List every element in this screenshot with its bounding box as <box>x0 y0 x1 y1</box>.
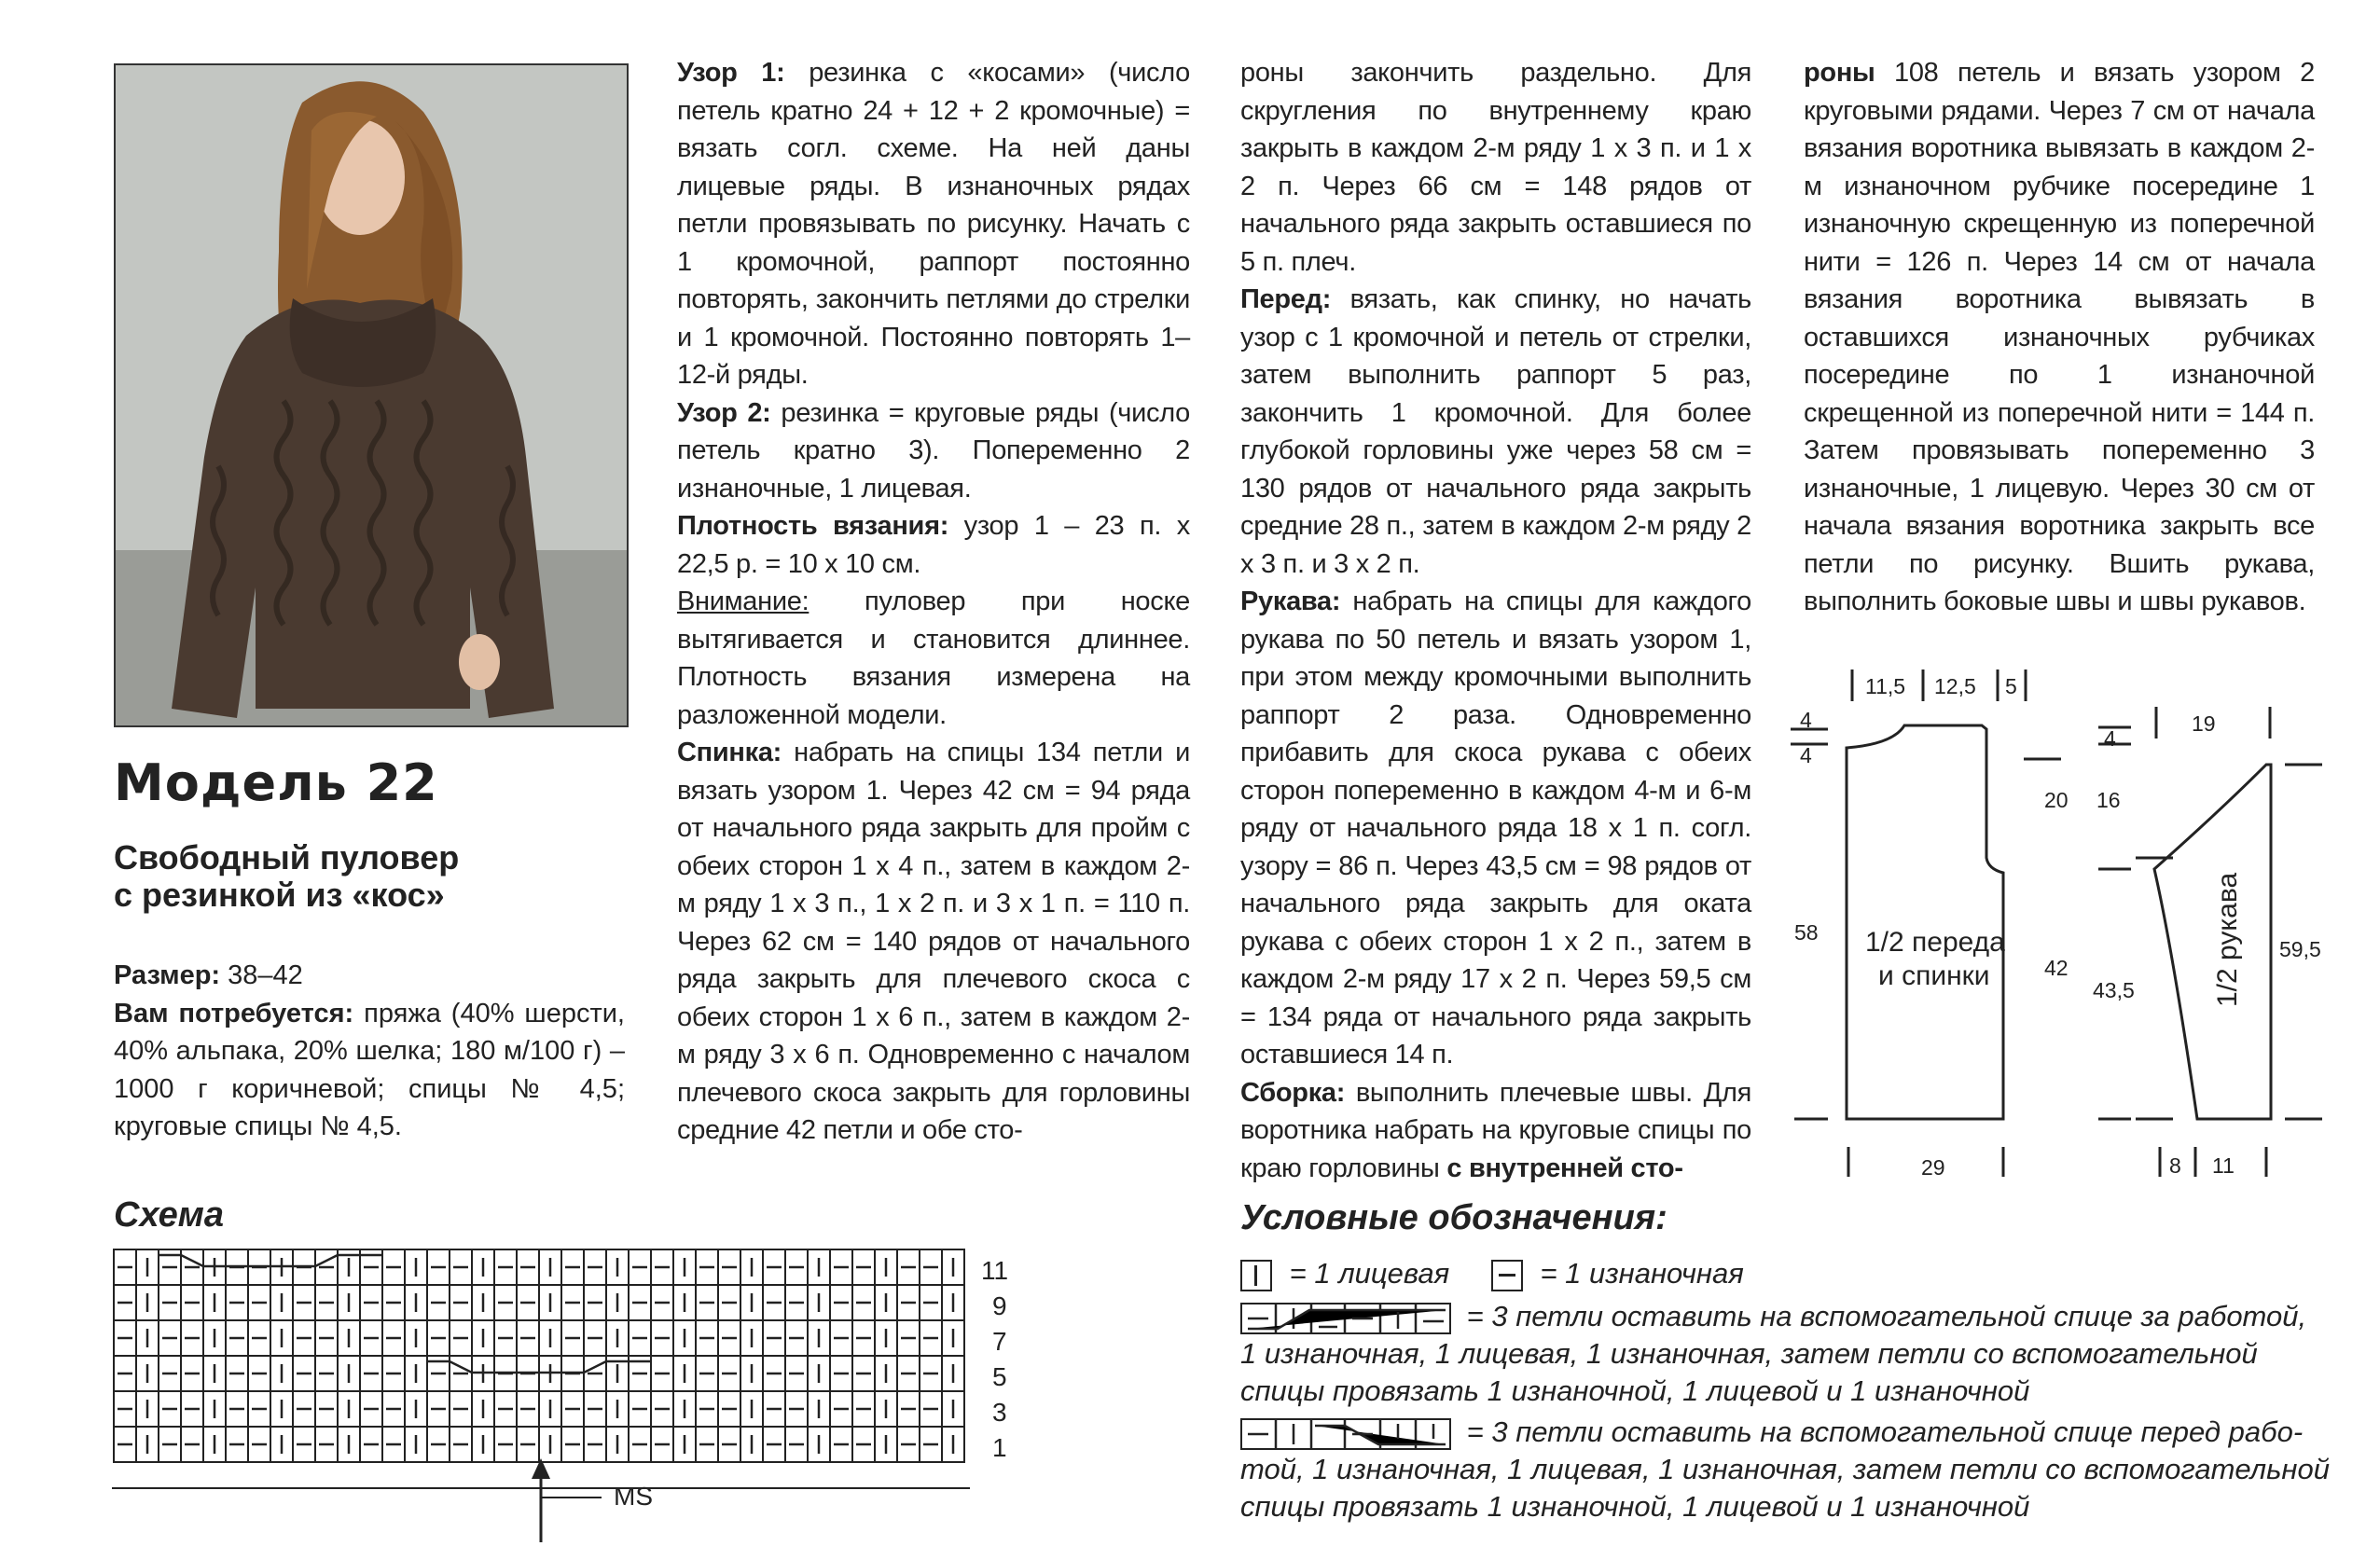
sleeve-piece-label: 1/2 рукава <box>2212 872 2243 1007</box>
assembly-bold-part2: роны <box>1804 58 1875 88</box>
pattern2-text: резинка = круговые ряды (число петель кратно 3). Попеременно 2 изнаночные, 1 лицевая. <box>677 397 1190 504</box>
attention-text: пуловер при носке вытягивается и становится длиннее. Плотность вязания измерена на разложенной модели. <box>677 587 1190 730</box>
legend-cable-front <box>1240 1414 2330 1525</box>
dim-sleeve-bottom-b: 11 <box>2212 1153 2235 1178</box>
gauge-label: Плотность вязания: <box>677 511 949 541</box>
size-value: 38–42 <box>220 960 303 990</box>
row-label-3: 3 <box>992 1398 1007 1427</box>
front-label: Перед: <box>1240 284 1332 314</box>
dim-sleeve-neck: 4 <box>2104 726 2116 751</box>
legend-cable-back <box>1240 1298 2306 1410</box>
dim-side: 42 <box>2044 956 2069 980</box>
back-text-part2: роны закончить раздельно. Для скругления по внутреннему краю закрыть в каждом 2-м ряду 1 х 3 п. и 1 х 2 п. Через 66 см = 148 рядов от начального ряда закрыть оставшиеся по 5 п. плеч. <box>1240 58 1751 277</box>
back-text-part1: набрать на спицы 134 петли и вязать узором 1. Через 42 см = 94 ряда от начального ряда закрыть для пройм с обеих сторон 1 х 4 п., затем в каждом 2-м ряду 1 х 3 п., 1 х 2 п. и 3 х 1 п. = 110 п. Через 62 см = 140 рядов от начального ряда закрыть для плечевого скоса с обеих сторон 1 х 6 п., затем в каждом 2-м ряду 3 х 6 п. Одновременно с началом плечевого скоса закрыть для горловины средние 42 петли и обе сто- <box>677 738 1190 1145</box>
cable-back-line-1 <box>1240 1298 2306 1335</box>
knit-legend-text: = 1 лицевая <box>1289 1257 1450 1290</box>
legend-title: Условные обозначения: <box>1240 1198 1667 1237</box>
pattern2-label: Узор 2: <box>677 397 771 428</box>
front-piece-label-2: и спинки <box>1878 960 1990 991</box>
text-column-1 <box>677 54 1190 1150</box>
dim-armhole: 20 <box>2044 788 2069 812</box>
materials-block <box>114 957 625 1146</box>
dim-neck-a: 4 <box>1800 708 1812 732</box>
model-subtitle <box>114 839 459 914</box>
ms-label: MS <box>614 1482 653 1511</box>
assembly-label: Сборка: <box>1240 1077 1346 1108</box>
sleeves-text: набрать на спицы для каждого рукава по 50 петель и вязать узором 1, при этом между кромочными выполнить раппорт 2 раза. Одновременно прибавить для скоса рукава с обеих сторон попеременно в каждом 4-м и 6-м ряду от начального ряда 18 х 1 п. согл. узору = 86 п. Через 43,5 см = 98 рядов от начального ряда закрыть для оката рукава с обеих сторон 1 х 2 п., затем в каждом 2-м ряду 17 х 2 п. Через 59,5 см = 134 ряда от начального ряда закрыть оставшиеся 14 п. <box>1240 587 1751 1070</box>
dim-side2: 43,5 <box>2093 978 2135 1002</box>
attention-label: Внимание: <box>677 587 809 616</box>
sleeves-label: Рукава: <box>1240 587 1341 616</box>
subtitle-line-1: Свободный пуловер <box>114 838 460 877</box>
cable-back-text-3: спицы провязать 1 изнаночной, 1 лицевой и 1 изнаночной <box>1240 1374 2030 1407</box>
pattern1-paragraph <box>677 54 1190 394</box>
gauge-paragraph <box>677 507 1190 583</box>
assembly-text-part2: 108 петель и вязать узором 2 круговыми рядами. Через 7 см от начала вязания воротника вывязать в каждом 2-м изнаночном рубчике посередине 1 изнаночную скрещенную из поперечной нити = 126 п. Через 14 см от начала вязания воротника вывязать в оставшихся изнаночных рубчиках посередине по 1 изнаночной скрещенной из поперечной нити = 144 п. Затем провязывать попеременно 3 изнаночные, 1 лицевую. Через 30 см от начала вязания воротника закрыть все петли по рисунку. Вшить рукава, выполнить боковые швы и швы рукавов. <box>1804 58 2315 616</box>
cable-front-text-1: = 3 петли оставить на вспомогательной спице перед рабо- <box>1466 1415 2304 1448</box>
knit-symbol-icon <box>1240 1260 1272 1291</box>
knitting-chart <box>112 1248 1045 1546</box>
dim-top-c: 5 <box>2005 674 2017 698</box>
purl-symbol-icon <box>1491 1260 1523 1291</box>
front-paragraph <box>1240 281 1751 583</box>
dim-sleeve-bottom-a: 8 <box>2169 1153 2181 1178</box>
assembly-text-part1: выполнить плечевые швы. Для воротника набрать на круговые спицы по краю горловины <box>1240 1077 1751 1183</box>
sleeves-paragraph <box>1240 583 1751 1074</box>
row-label-7: 7 <box>992 1327 1007 1356</box>
size-label: Размер: <box>114 960 221 990</box>
assembly-paragraph-cont <box>1804 54 2315 621</box>
gauge-text: узор 1 – 23 п. х 22,5 р. = 10 х 10 см. <box>677 511 1190 579</box>
legend-knit-purl-row <box>1240 1255 1744 1292</box>
needs-line <box>114 995 625 1146</box>
cable-front-text-3: спицы провязать 1 изнаночной, 1 лицевой и 1 изнаночной <box>1240 1490 2030 1523</box>
needs-value: пряжа (40% шерсти, 40% альпака, 20% шелка; 180 м/100 г) – 1000 г коричневой; спицы № 4,5; круговые спицы № 4,5. <box>114 998 625 1141</box>
dim-width: 29 <box>1921 1155 1945 1180</box>
front-piece-label-1: 1/2 переда <box>1865 927 2005 958</box>
front-text: вязать, как спинку, но начать узор с 1 кромочной и петель от стрелки, затем выполнить раппорт 5 раз, закончить 1 кромочной. Для более глубокой горловины уже через 58 см = 130 рядов от начального ряда закрыть средние 28 п., затем в каждом 2-м ряду 2 х 3 п. и 3 х 2 п. <box>1240 284 1751 579</box>
pattern1-text: резинка с «косами» (число петель кратно 24 + 12 + 2 кромочные) = вязать согл. схеме. На ней даны лицевые ряды. В изнаночных рядах петли провязывать по рисунку. Начать с 1 кромочной, раппорт постоянно повторять, закончить петлями до стрелки и 1 кромочной. Постоянно повторять 1–12-й ряды. <box>677 58 1190 390</box>
front-back-outline <box>1847 725 2003 1119</box>
row-label-11: 11 <box>981 1256 1009 1285</box>
cable-front-symbol-icon <box>1240 1418 1451 1450</box>
dim-height: 58 <box>1794 920 1819 945</box>
dim-armhole2: 16 <box>2096 788 2121 812</box>
row-label-5: 5 <box>992 1362 1007 1391</box>
dim-top-b: 12,5 <box>1934 674 1976 698</box>
dim-top-a: 11,5 <box>1865 674 1906 698</box>
text-column-3 <box>1804 54 2315 621</box>
needs-label: Вам потребуется: <box>114 998 354 1028</box>
sweater-photo-illustration <box>116 65 627 725</box>
attention-paragraph <box>677 583 1190 734</box>
cable-back-symbol-icon <box>1240 1303 1451 1334</box>
assembly-bold-part1: с внутренней сто- <box>1446 1153 1683 1183</box>
model-photo <box>114 63 629 727</box>
row-label-1: 1 <box>992 1433 1007 1462</box>
model-title: Модель 22 <box>114 753 438 812</box>
dim-neck-b: 4 <box>1800 743 1812 767</box>
cable-back-text-1: = 3 петли оставить на вспомогательной спице за работой, <box>1466 1300 2307 1332</box>
dim-sleeve-height: 59,5 <box>2279 937 2321 961</box>
schema-title: Схема <box>114 1195 225 1235</box>
back-paragraph-cont <box>1240 54 1751 281</box>
assembly-paragraph <box>1240 1074 1751 1188</box>
pattern-diagram <box>1781 653 2359 1194</box>
dim-sleeve-top: 19 <box>2192 711 2216 736</box>
purl-legend-text: = 1 изнаночная <box>1540 1257 1744 1290</box>
size-line <box>114 957 625 995</box>
back-label: Спинка: <box>677 738 782 767</box>
subtitle-line-2: с резинкой из «кос» <box>114 876 445 914</box>
cable-front-line-1 <box>1240 1414 2330 1451</box>
back-paragraph <box>677 734 1190 1150</box>
pattern1-label: Узор 1: <box>677 58 785 88</box>
row-label-9: 9 <box>992 1291 1007 1320</box>
cable-front-text-2: той, 1 изнаночная, 1 лицевая, 1 изнаночная, затем петли со вспомогательной <box>1240 1453 2330 1485</box>
text-column-2 <box>1240 54 1751 1187</box>
cable-back-text-2: 1 изнаночная, 1 лицевая, 1 изнаночная, затем петли со вспомогательной <box>1240 1337 2258 1370</box>
pattern2-paragraph <box>677 394 1190 508</box>
